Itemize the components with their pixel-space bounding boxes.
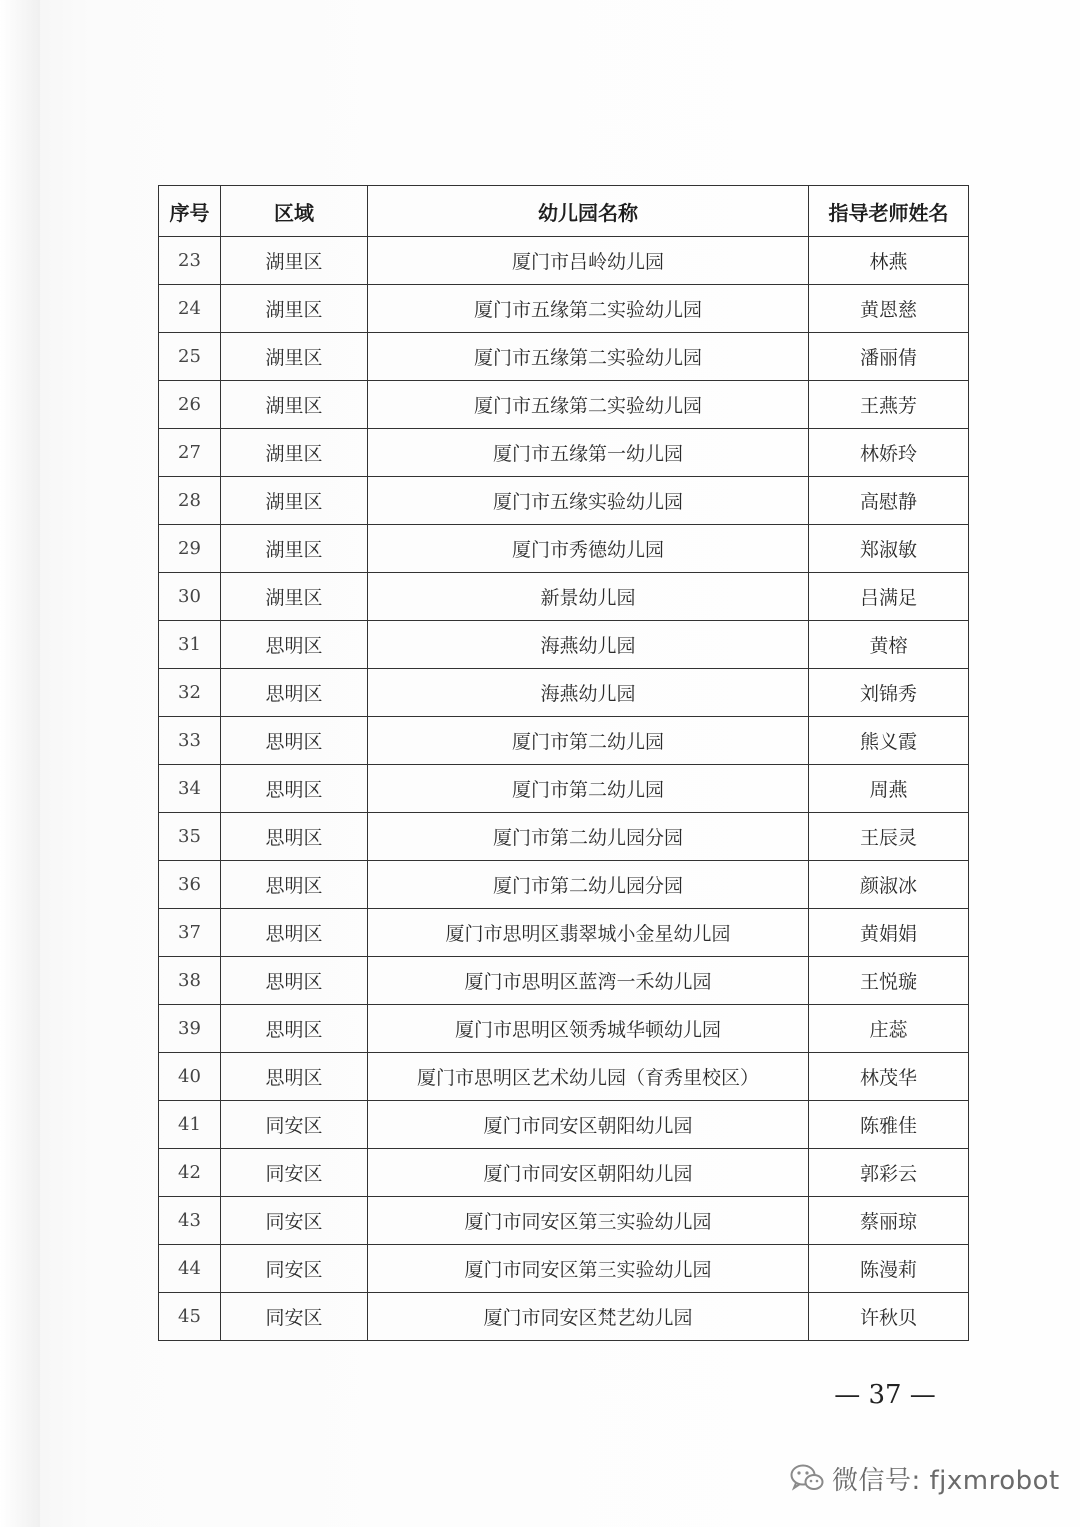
cell-teacher-name: 庄蕊 — [809, 1005, 969, 1053]
cell-teacher-name: 王辰灵 — [809, 813, 969, 861]
cell-kindergarten-name: 厦门市五缘第二实验幼儿园 — [368, 333, 809, 381]
cell-teacher-name: 黄榕 — [809, 621, 969, 669]
cell-kindergarten-name: 厦门市第二幼儿园分园 — [368, 861, 809, 909]
cell-teacher-name: 黄娟娟 — [809, 909, 969, 957]
cell-seq: 30 — [159, 573, 221, 621]
cell-area: 湖里区 — [221, 477, 368, 525]
cell-kindergarten-name: 厦门市思明区蓝湾一禾幼儿园 — [368, 957, 809, 1005]
cell-area: 湖里区 — [221, 285, 368, 333]
cell-teacher-name: 蔡丽琼 — [809, 1197, 969, 1245]
cell-area: 思明区 — [221, 1053, 368, 1101]
cell-kindergarten-name: 厦门市吕岭幼儿园 — [368, 237, 809, 285]
cell-seq: 45 — [159, 1293, 221, 1341]
table-header-row — [159, 186, 969, 237]
cell-area: 同安区 — [221, 1149, 368, 1197]
cell-seq: 39 — [159, 1005, 221, 1053]
header-teacher-name: 指导老师姓名 — [809, 186, 969, 237]
table-row — [159, 333, 969, 381]
cell-kindergarten-name: 厦门市五缘第二实验幼儿园 — [368, 285, 809, 333]
cell-teacher-name: 林娇玲 — [809, 429, 969, 477]
cell-area: 湖里区 — [221, 381, 368, 429]
table-row — [159, 765, 969, 813]
cell-area: 湖里区 — [221, 525, 368, 573]
cell-area: 思明区 — [221, 909, 368, 957]
cell-seq: 43 — [159, 1197, 221, 1245]
header-kindergarten-name: 幼儿园名称 — [368, 186, 809, 237]
cell-seq: 32 — [159, 669, 221, 717]
table-row — [159, 429, 969, 477]
table-row — [159, 1293, 969, 1341]
cell-area: 同安区 — [221, 1197, 368, 1245]
teacher-roster-table — [158, 185, 969, 1341]
cell-teacher-name: 许秋贝 — [809, 1293, 969, 1341]
cell-seq: 23 — [159, 237, 221, 285]
table-row — [159, 957, 969, 1005]
table-row — [159, 1101, 969, 1149]
cell-seq: 33 — [159, 717, 221, 765]
table-row — [159, 477, 969, 525]
cell-kindergarten-name: 厦门市同安区朝阳幼儿园 — [368, 1101, 809, 1149]
table-row — [159, 381, 969, 429]
cell-kindergarten-name: 厦门市第二幼儿园分园 — [368, 813, 809, 861]
cell-seq: 36 — [159, 861, 221, 909]
cell-kindergarten-name: 厦门市第二幼儿园 — [368, 717, 809, 765]
cell-area: 湖里区 — [221, 333, 368, 381]
table-body — [159, 237, 969, 1341]
cell-teacher-name: 郭彩云 — [809, 1149, 969, 1197]
cell-area: 思明区 — [221, 1005, 368, 1053]
header-area: 区域 — [221, 186, 368, 237]
cell-kindergarten-name: 厦门市同安区第三实验幼儿园 — [368, 1197, 809, 1245]
cell-area: 思明区 — [221, 717, 368, 765]
cell-area: 湖里区 — [221, 573, 368, 621]
cell-teacher-name: 颜淑冰 — [809, 861, 969, 909]
cell-seq: 28 — [159, 477, 221, 525]
cell-teacher-name: 潘丽倩 — [809, 333, 969, 381]
cell-kindergarten-name: 新景幼儿园 — [368, 573, 809, 621]
cell-teacher-name: 熊义霞 — [809, 717, 969, 765]
cell-kindergarten-name: 厦门市同安区朝阳幼儿园 — [368, 1149, 809, 1197]
cell-seq: 25 — [159, 333, 221, 381]
cell-teacher-name: 王燕芳 — [809, 381, 969, 429]
header-seq: 序号 — [159, 186, 221, 237]
cell-seq: 44 — [159, 1245, 221, 1293]
cell-teacher-name: 吕满足 — [809, 573, 969, 621]
cell-seq: 29 — [159, 525, 221, 573]
table-row — [159, 1149, 969, 1197]
cell-area: 思明区 — [221, 957, 368, 1005]
cell-kindergarten-name: 厦门市思明区艺术幼儿园（育秀里校区） — [368, 1053, 809, 1101]
wechat-icon — [790, 1463, 824, 1493]
table-row — [159, 573, 969, 621]
cell-seq: 37 — [159, 909, 221, 957]
cell-seq: 24 — [159, 285, 221, 333]
watermark-text: 微信号: fjxmrobot — [832, 1465, 1060, 1496]
table-row — [159, 621, 969, 669]
table-row — [159, 861, 969, 909]
page-number: — 37 — — [834, 1380, 936, 1410]
cell-seq: 38 — [159, 957, 221, 1005]
table-row — [159, 909, 969, 957]
table-row — [159, 237, 969, 285]
table-row — [159, 1197, 969, 1245]
cell-teacher-name: 刘锦秀 — [809, 669, 969, 717]
cell-kindergarten-name: 海燕幼儿园 — [368, 669, 809, 717]
cell-area: 思明区 — [221, 765, 368, 813]
cell-teacher-name: 林茂华 — [809, 1053, 969, 1101]
cell-kindergarten-name: 厦门市同安区梵艺幼儿园 — [368, 1293, 809, 1341]
cell-area: 同安区 — [221, 1245, 368, 1293]
cell-teacher-name: 郑淑敏 — [809, 525, 969, 573]
cell-seq: 40 — [159, 1053, 221, 1101]
cell-teacher-name: 林燕 — [809, 237, 969, 285]
cell-teacher-name: 陈漫莉 — [809, 1245, 969, 1293]
cell-teacher-name: 王悦璇 — [809, 957, 969, 1005]
cell-teacher-name: 周燕 — [809, 765, 969, 813]
cell-area: 湖里区 — [221, 429, 368, 477]
cell-kindergarten-name: 厦门市第二幼儿园 — [368, 765, 809, 813]
scan-shadow — [0, 0, 40, 1527]
table-row — [159, 1245, 969, 1293]
cell-kindergarten-name: 厦门市思明区翡翠城小金星幼儿园 — [368, 909, 809, 957]
cell-area: 思明区 — [221, 669, 368, 717]
table-row — [159, 1005, 969, 1053]
cell-seq: 27 — [159, 429, 221, 477]
table-row — [159, 285, 969, 333]
wechat-watermark — [790, 1458, 1060, 1498]
table-row — [159, 717, 969, 765]
cell-kindergarten-name: 海燕幼儿园 — [368, 621, 809, 669]
table-row — [159, 813, 969, 861]
table-row — [159, 525, 969, 573]
table-row — [159, 1053, 969, 1101]
cell-seq: 35 — [159, 813, 221, 861]
cell-seq: 42 — [159, 1149, 221, 1197]
cell-seq: 31 — [159, 621, 221, 669]
cell-teacher-name: 高慰静 — [809, 477, 969, 525]
cell-teacher-name: 陈雅佳 — [809, 1101, 969, 1149]
cell-seq: 41 — [159, 1101, 221, 1149]
cell-area: 湖里区 — [221, 237, 368, 285]
cell-kindergarten-name: 厦门市五缘实验幼儿园 — [368, 477, 809, 525]
cell-area: 思明区 — [221, 621, 368, 669]
cell-seq: 26 — [159, 381, 221, 429]
cell-kindergarten-name: 厦门市思明区领秀城华顿幼儿园 — [368, 1005, 809, 1053]
cell-area: 同安区 — [221, 1293, 368, 1341]
cell-kindergarten-name: 厦门市秀德幼儿园 — [368, 525, 809, 573]
cell-area: 思明区 — [221, 813, 368, 861]
cell-kindergarten-name: 厦门市五缘第二实验幼儿园 — [368, 381, 809, 429]
table-row — [159, 669, 969, 717]
cell-area: 同安区 — [221, 1101, 368, 1149]
cell-area: 思明区 — [221, 861, 368, 909]
cell-kindergarten-name: 厦门市同安区第三实验幼儿园 — [368, 1245, 809, 1293]
cell-teacher-name: 黄恩慈 — [809, 285, 969, 333]
cell-kindergarten-name: 厦门市五缘第一幼儿园 — [368, 429, 809, 477]
cell-seq: 34 — [159, 765, 221, 813]
